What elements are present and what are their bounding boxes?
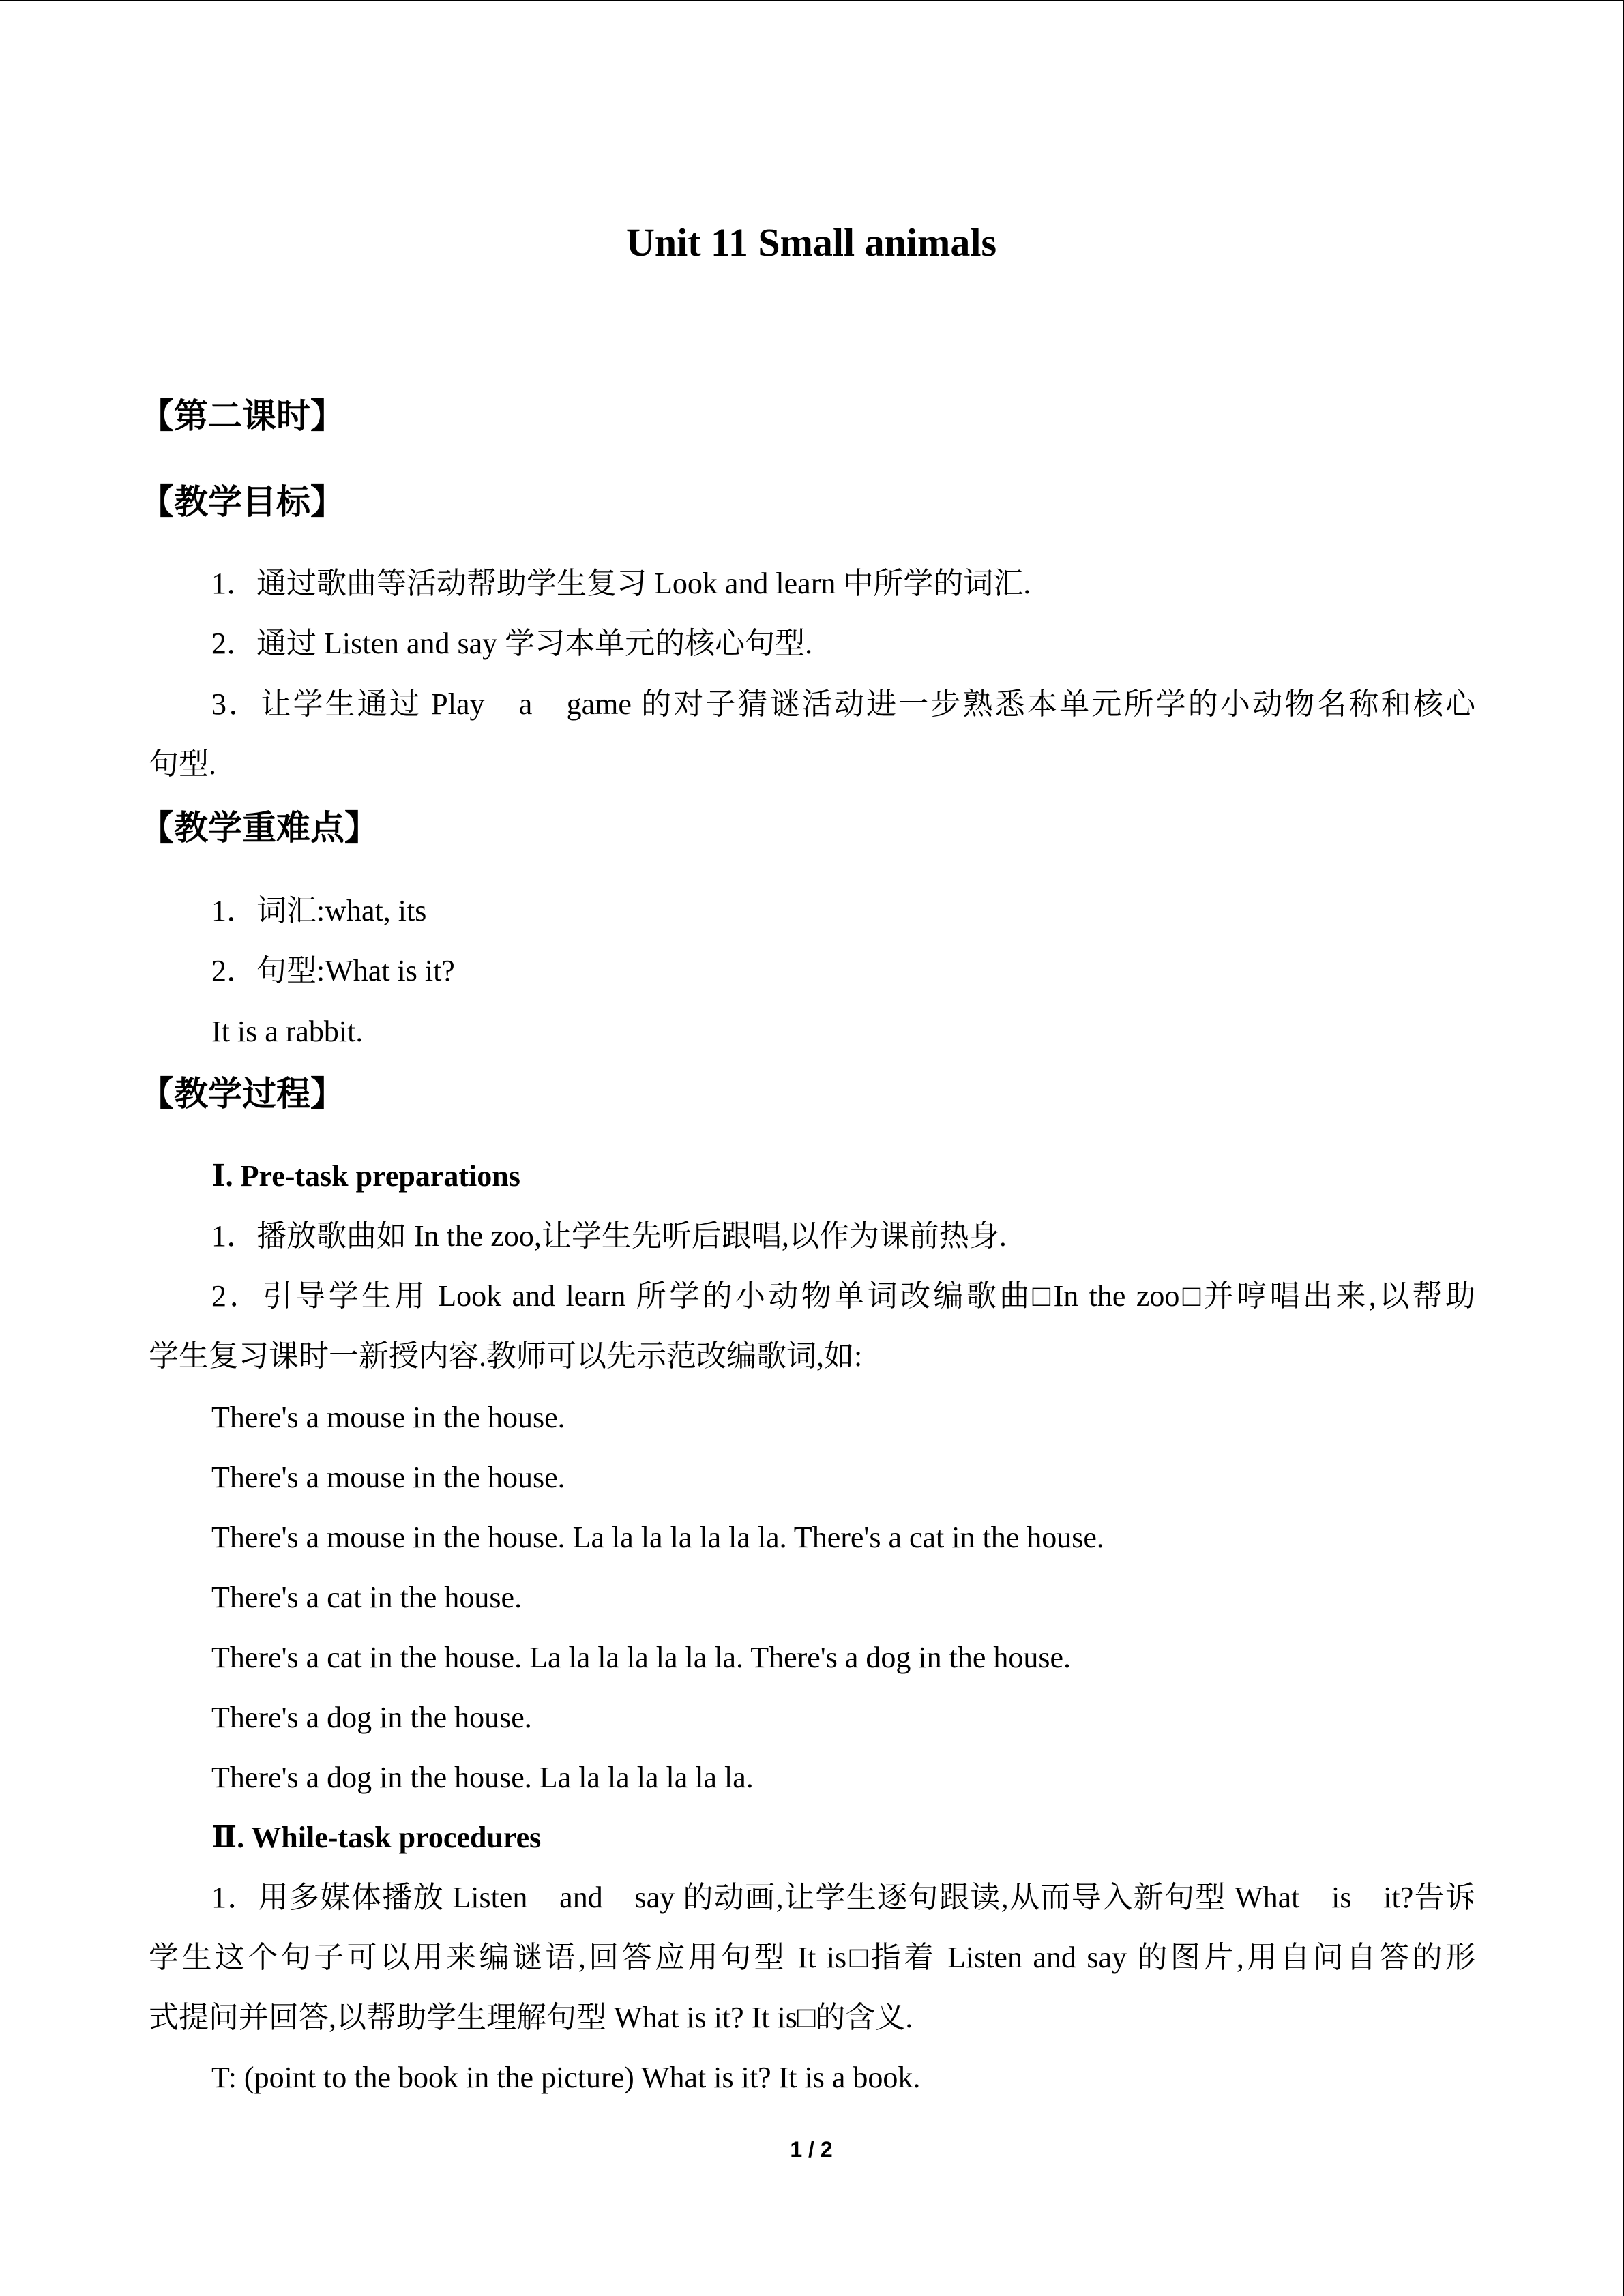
part2-line: 1．用多媒体播放 Listen and say 的动画,让学生逐句跟读,从而导入新句型 What is it?告诉 bbox=[211, 1881, 1475, 1914]
keypoints-heading: 【教学重难点】 bbox=[140, 808, 379, 848]
part1-line: 2．引导学生用 Look and learn 所学的小动物单词改编歌曲□In the zoo□并哼唱出来,以帮助 bbox=[211, 1279, 1475, 1313]
keypoint-item: 2．句型:What is it? bbox=[211, 954, 455, 987]
part1-line-continued: 学生复习课时一新授内容.教师可以先示范改编歌词,如: bbox=[149, 1339, 863, 1373]
objective-item: 2．通过 Listen and say 学习本单元的核心句型. bbox=[211, 627, 813, 660]
part2-line: 学生这个句子可以用来编谜语,回答应用句型 It is□指着 Listen and say 的图片,用自问自答的形 bbox=[149, 1941, 1475, 1974]
part2-heading: Ⅱ. While-task procedures bbox=[211, 1821, 542, 1854]
part2-line: T: (point to the book in the picture) What is it? It is a book. bbox=[211, 2061, 921, 2094]
document-title: Unit 11 Small animals bbox=[625, 220, 997, 265]
part1-line: 1．播放歌曲如 In the zoo,让学生先听后跟唱,以作为课前热身. bbox=[211, 1219, 1007, 1253]
objectives-heading: 【教学目标】 bbox=[140, 482, 344, 522]
song-line: There's a cat in the house. bbox=[211, 1581, 522, 1614]
song-line: There's a mouse in the house. bbox=[211, 1401, 565, 1434]
objective-item: 3．让学生通过 Play a game 的对子猜谜活动进一步熟悉本单元所学的小动物名称和核心 bbox=[211, 687, 1475, 721]
song-line: There's a dog in the house. bbox=[211, 1701, 532, 1734]
song-line: There's a mouse in the house. La la la la la la la. There's a cat in the house. bbox=[211, 1521, 1104, 1554]
process-heading: 【教学过程】 bbox=[140, 1074, 344, 1114]
keypoint-item: It is a rabbit. bbox=[211, 1015, 364, 1048]
part1-heading: Ⅰ. Pre-task preparations bbox=[211, 1159, 520, 1193]
page-number: 1 / 2 bbox=[790, 2137, 833, 2162]
keypoint-item: 1．词汇:what, its bbox=[211, 894, 427, 927]
song-line: There's a dog in the house. La la la la la la la. bbox=[211, 1761, 754, 1794]
song-line: There's a cat in the house. La la la la la la la. There's a dog in the house. bbox=[211, 1641, 1072, 1674]
lesson-label: 【第二课时】 bbox=[140, 396, 344, 436]
song-line: There's a mouse in the house. bbox=[211, 1461, 565, 1494]
objective-item-continued: 句型. bbox=[149, 747, 216, 781]
part2-line-continued: 式提问并回答,以帮助学生理解句型 What is it? It is□的含义. bbox=[149, 2001, 913, 2034]
objective-item: 1．通过歌曲等活动帮助学生复习 Look and learn 中所学的词汇. bbox=[211, 567, 1031, 600]
